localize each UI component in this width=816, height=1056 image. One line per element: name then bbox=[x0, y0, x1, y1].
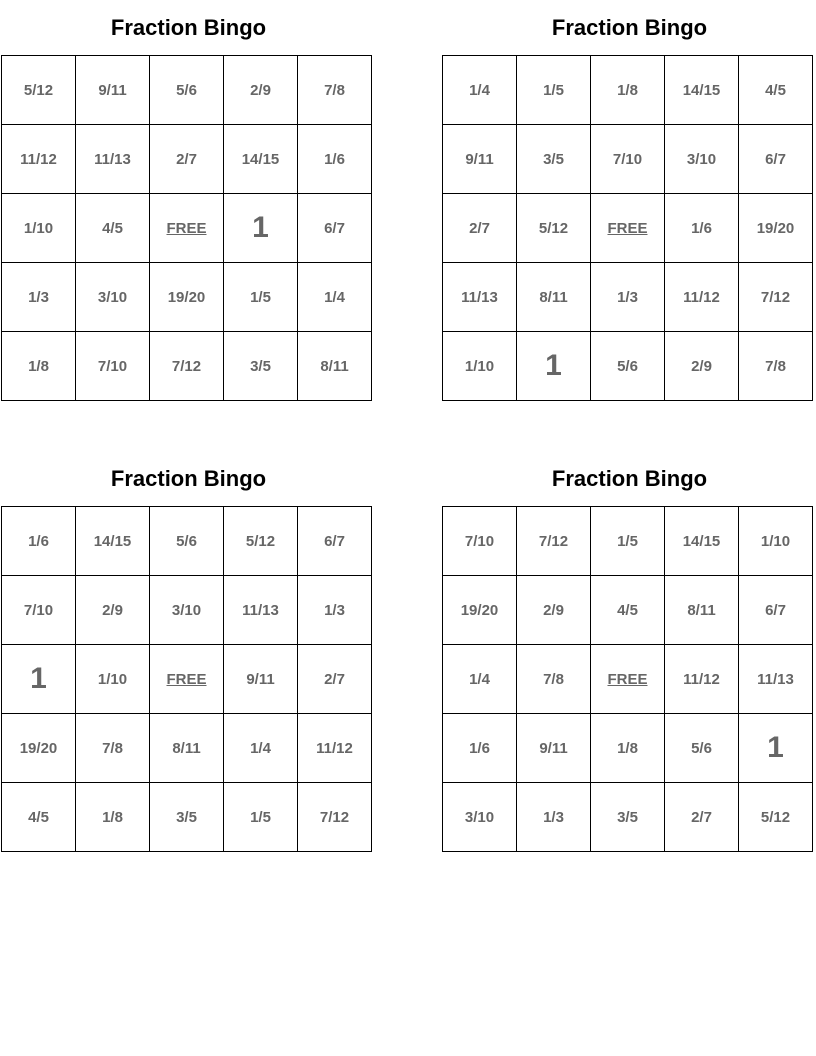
bingo-cell: 1/4 bbox=[443, 645, 517, 714]
bingo-cell: 2/9 bbox=[224, 56, 298, 125]
bingo-cell: 9/11 bbox=[224, 645, 298, 714]
bingo-cell: 1/8 bbox=[76, 783, 150, 852]
bingo-cell: 14/15 bbox=[76, 507, 150, 576]
bingo-cell: 8/11 bbox=[665, 576, 739, 645]
bingo-cell: 7/10 bbox=[2, 576, 76, 645]
bingo-cell: 5/6 bbox=[150, 507, 224, 576]
bingo-cell: 5/12 bbox=[2, 56, 76, 125]
bingo-cell: 2/9 bbox=[76, 576, 150, 645]
card-title: Fraction Bingo bbox=[110, 15, 267, 40]
bingo-cell: 5/12 bbox=[224, 507, 298, 576]
bingo-cell: 7/10 bbox=[591, 125, 665, 194]
bingo-cell: 4/5 bbox=[591, 576, 665, 645]
bingo-cell: 3/5 bbox=[150, 783, 224, 852]
bingo-cell: 5/6 bbox=[665, 714, 739, 783]
bingo-cell: 8/11 bbox=[517, 263, 591, 332]
bingo-card-4 bbox=[442, 451, 816, 852]
bingo-cell: 1/4 bbox=[224, 714, 298, 783]
bingo-cell: 9/11 bbox=[76, 56, 150, 125]
bingo-cell: 2/7 bbox=[150, 125, 224, 194]
bingo-cell: 6/7 bbox=[739, 576, 813, 645]
bingo-cell: 1/3 bbox=[2, 263, 76, 332]
bingo-cell: 1/10 bbox=[2, 194, 76, 263]
bingo-cell: 19/20 bbox=[739, 194, 813, 263]
bingo-cell: 2/9 bbox=[665, 332, 739, 401]
bingo-grid bbox=[1, 55, 372, 401]
free-space: FREE bbox=[591, 194, 665, 263]
bingo-cell: 1/3 bbox=[298, 576, 372, 645]
bingo-cell: 1 bbox=[224, 194, 298, 263]
bingo-cell: 11/13 bbox=[224, 576, 298, 645]
bingo-cell: 19/20 bbox=[443, 576, 517, 645]
bingo-cell: 1/10 bbox=[76, 645, 150, 714]
bingo-cell: 11/12 bbox=[665, 263, 739, 332]
bingo-cell: 7/12 bbox=[517, 507, 591, 576]
bingo-cell: 1/10 bbox=[443, 332, 517, 401]
bingo-cell: 1/5 bbox=[591, 507, 665, 576]
bingo-cell: 1/10 bbox=[739, 507, 813, 576]
bingo-cell: 6/7 bbox=[298, 507, 372, 576]
card-title: Fraction Bingo bbox=[551, 15, 708, 40]
bingo-cell: 7/12 bbox=[150, 332, 224, 401]
bingo-cell: 7/12 bbox=[739, 263, 813, 332]
bingo-cell: 14/15 bbox=[665, 56, 739, 125]
free-space: FREE bbox=[150, 194, 224, 263]
bingo-cell: 1/4 bbox=[443, 56, 517, 125]
free-space: FREE bbox=[591, 645, 665, 714]
bingo-cell: 6/7 bbox=[298, 194, 372, 263]
bingo-cell: 2/9 bbox=[517, 576, 591, 645]
bingo-cell: 5/6 bbox=[150, 56, 224, 125]
bingo-cell: 3/5 bbox=[591, 783, 665, 852]
bingo-cell: 7/10 bbox=[443, 507, 517, 576]
bingo-cell: 14/15 bbox=[224, 125, 298, 194]
bingo-cell: 11/12 bbox=[665, 645, 739, 714]
bingo-cell: 11/12 bbox=[298, 714, 372, 783]
bingo-cell: 7/8 bbox=[517, 645, 591, 714]
bingo-cell: 3/5 bbox=[224, 332, 298, 401]
bingo-cell: 7/8 bbox=[739, 332, 813, 401]
bingo-card-1 bbox=[1, 0, 376, 401]
bingo-cell: 1/6 bbox=[298, 125, 372, 194]
bingo-cell: 1/4 bbox=[298, 263, 372, 332]
bingo-card-3 bbox=[1, 451, 376, 852]
bingo-cell: 8/11 bbox=[150, 714, 224, 783]
bingo-cell: 5/6 bbox=[591, 332, 665, 401]
bingo-cell: 1/6 bbox=[2, 507, 76, 576]
bingo-cell: 14/15 bbox=[665, 507, 739, 576]
bingo-grid bbox=[442, 55, 813, 401]
bingo-cell: 4/5 bbox=[2, 783, 76, 852]
card-title: Fraction Bingo bbox=[110, 466, 267, 491]
bingo-cell: 5/12 bbox=[517, 194, 591, 263]
bingo-cell: 1/3 bbox=[591, 263, 665, 332]
card-title: Fraction Bingo bbox=[551, 466, 708, 491]
bingo-cell: 3/10 bbox=[443, 783, 517, 852]
bingo-cell: 1/5 bbox=[224, 783, 298, 852]
bingo-cell: 1/5 bbox=[517, 56, 591, 125]
bingo-cell: 1 bbox=[2, 645, 76, 714]
bingo-cell: 1/6 bbox=[443, 714, 517, 783]
bingo-cell: 5/12 bbox=[739, 783, 813, 852]
bingo-cell: 6/7 bbox=[739, 125, 813, 194]
bingo-grid bbox=[442, 506, 813, 852]
bingo-cell: 7/8 bbox=[76, 714, 150, 783]
bingo-cell: 11/13 bbox=[76, 125, 150, 194]
bingo-grid bbox=[1, 506, 372, 852]
bingo-cell: 7/12 bbox=[298, 783, 372, 852]
bingo-cell: 3/10 bbox=[76, 263, 150, 332]
bingo-cell: 8/11 bbox=[298, 332, 372, 401]
bingo-cell: 19/20 bbox=[2, 714, 76, 783]
bingo-cell: 2/7 bbox=[665, 783, 739, 852]
free-space: FREE bbox=[150, 645, 224, 714]
bingo-cell: 1/8 bbox=[2, 332, 76, 401]
bingo-cell: 3/5 bbox=[517, 125, 591, 194]
bingo-cell: 1 bbox=[739, 714, 813, 783]
bingo-cell: 11/13 bbox=[443, 263, 517, 332]
bingo-card-2 bbox=[442, 0, 816, 401]
bingo-cell: 2/7 bbox=[443, 194, 517, 263]
bingo-cell: 11/13 bbox=[739, 645, 813, 714]
bingo-cell: 11/12 bbox=[2, 125, 76, 194]
bingo-cell: 3/10 bbox=[150, 576, 224, 645]
bingo-cell: 7/8 bbox=[298, 56, 372, 125]
bingo-cell: 3/10 bbox=[665, 125, 739, 194]
bingo-cell: 9/11 bbox=[517, 714, 591, 783]
bingo-cell: 4/5 bbox=[739, 56, 813, 125]
bingo-cell: 1/6 bbox=[665, 194, 739, 263]
bingo-cell: 1/3 bbox=[517, 783, 591, 852]
bingo-cell: 1 bbox=[517, 332, 591, 401]
bingo-cell: 19/20 bbox=[150, 263, 224, 332]
bingo-cell: 7/10 bbox=[76, 332, 150, 401]
bingo-cell: 1/8 bbox=[591, 714, 665, 783]
bingo-cell: 2/7 bbox=[298, 645, 372, 714]
bingo-cell: 4/5 bbox=[76, 194, 150, 263]
bingo-cell: 1/8 bbox=[591, 56, 665, 125]
bingo-cell: 9/11 bbox=[443, 125, 517, 194]
bingo-cell: 1/5 bbox=[224, 263, 298, 332]
